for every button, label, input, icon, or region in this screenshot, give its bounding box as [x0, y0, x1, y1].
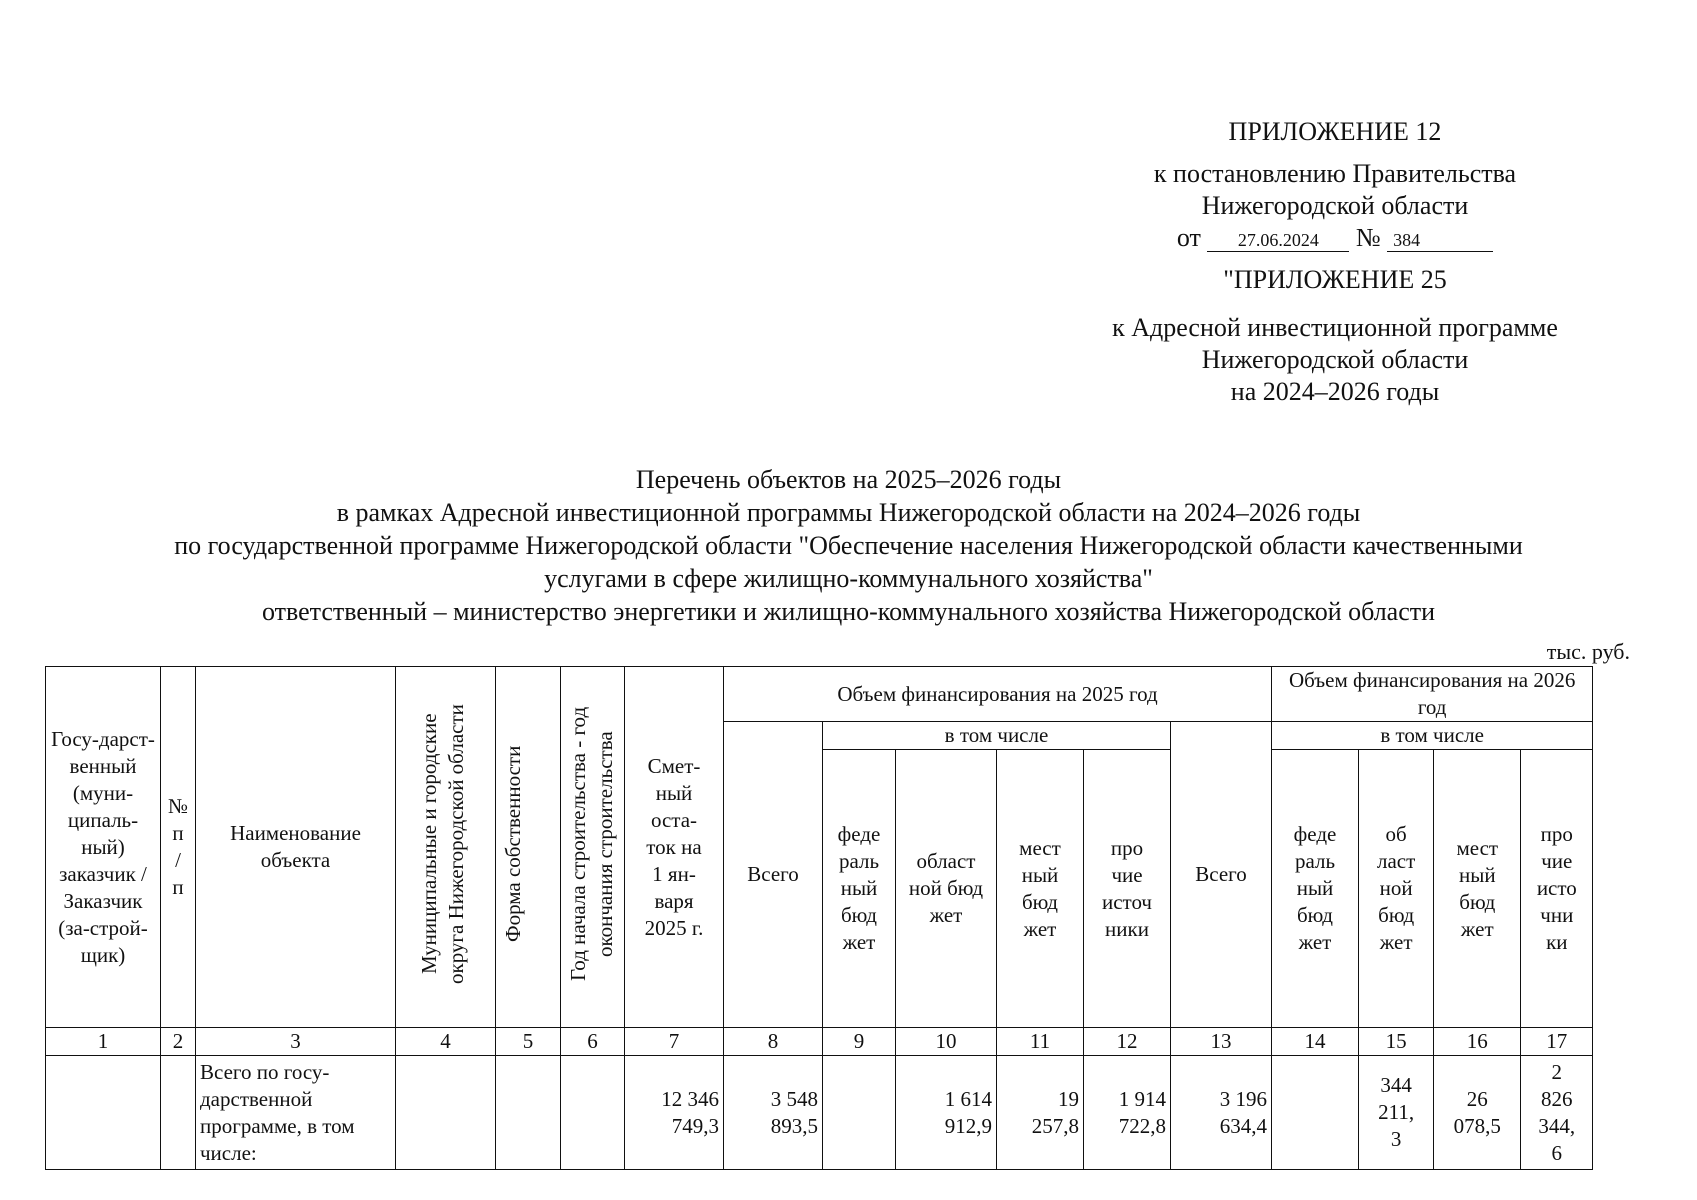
- cell-other-2025: 1 914 722,8: [1084, 1056, 1171, 1170]
- header-other-2026: про чие исто чни ки: [1521, 750, 1593, 1028]
- col-number: 1: [46, 1028, 161, 1056]
- cell-balance: 12 346 749,3: [625, 1056, 724, 1170]
- number-prefix: №: [1355, 223, 1381, 252]
- cell-local-2025: 19 257,8: [997, 1056, 1084, 1170]
- cell-name: Всего по госу-дарственной программе, в том числе:: [196, 1056, 396, 1170]
- header-municipality-text: Муниципальные и городские округа Нижегородской области: [416, 703, 468, 984]
- appendix-line-1: к постановлению Правительства: [1153, 159, 1517, 188]
- table-row: [46, 1056, 1593, 1170]
- header-regional-2026: об ласт ной бюд жет: [1359, 750, 1434, 1028]
- header-name: Наименование объекта: [196, 667, 396, 1028]
- header-ownership: [496, 667, 561, 1028]
- header-group-2025: Объем финансирования на 2025 год: [724, 667, 1272, 722]
- cell-federal-2025: [823, 1056, 896, 1170]
- header-years-text: Год начала строительства - год окончания строительства: [565, 706, 617, 981]
- col-number: 5: [496, 1028, 561, 1056]
- header-other-2025: про чие источ ники: [1084, 750, 1171, 1028]
- appendix-line-3: к Адресной инвестиционной программе: [1112, 313, 1558, 342]
- header-federal-2026: феде раль ный бюд жет: [1272, 750, 1359, 1028]
- header-group-2026: Объем финансирования на 2026 год: [1272, 667, 1593, 722]
- header-municipality: [396, 667, 496, 1028]
- col-number: 13: [1171, 1028, 1272, 1056]
- column-numbers-row: [46, 1028, 1593, 1056]
- appendix-header: [990, 116, 1680, 408]
- cell-customer: [46, 1056, 161, 1170]
- col-number: 2: [161, 1028, 196, 1056]
- col-number: 4: [396, 1028, 496, 1056]
- appendix-line-4: Нижегородской области: [1201, 345, 1469, 374]
- header-including-2026: в том числе: [1272, 722, 1593, 750]
- col-number: 16: [1434, 1028, 1521, 1056]
- header-total-2026: Всего: [1171, 722, 1272, 1028]
- date-prefix: от: [1176, 223, 1201, 252]
- units-label: тыс. руб.: [1546, 639, 1630, 664]
- header-ownership-text: Форма собственности: [501, 745, 525, 942]
- appendix-line-5: на 2024–2026 годы: [1230, 377, 1440, 406]
- title-line-4: услугами в сфере жилищно-коммунального хозяйства": [544, 564, 1153, 593]
- appendix-line-2: Нижегородской области: [1201, 191, 1469, 220]
- col-number: 9: [823, 1028, 896, 1056]
- header-total-2025: Всего: [724, 722, 823, 1028]
- header-local-2026: мест ный бюд жет: [1434, 750, 1521, 1028]
- header-regional-2025: област ной бюд жет: [896, 750, 997, 1028]
- header-row-1: [46, 667, 1593, 722]
- cell-federal-2026: [1272, 1056, 1359, 1170]
- title-line-1: Перечень объектов на 2025–2026 годы: [635, 465, 1062, 494]
- cell-regional-2025: 1 614 912,9: [896, 1056, 997, 1170]
- title-line-2: в рамках Адресной инвестиционной программы Нижегородской области на 2024–2026 годы: [336, 498, 1361, 527]
- cell-total-2025: 3 548 893,5: [724, 1056, 823, 1170]
- cell-regional-2026: 344 211, 3: [1359, 1056, 1434, 1170]
- title-line-5: ответственный – министерство энергетики и жилищно-коммунального хозяйства Нижегородской области: [261, 597, 1436, 626]
- col-number: 6: [561, 1028, 625, 1056]
- cell-municipality: [396, 1056, 496, 1170]
- title-line-3: по государственной программе Нижегородской области "Обеспечение населения Нижегородской области качественными: [174, 531, 1523, 560]
- col-number: 3: [196, 1028, 396, 1056]
- objects-table: [45, 666, 1593, 1170]
- date-field: 27.06.2024: [1207, 229, 1349, 252]
- header-local-2025: мест ный бюд жет: [997, 750, 1084, 1028]
- col-number: 7: [625, 1028, 724, 1056]
- col-number: 15: [1359, 1028, 1434, 1056]
- header-num: № п / п: [161, 667, 196, 1028]
- col-number: 17: [1521, 1028, 1593, 1056]
- col-number: 11: [997, 1028, 1084, 1056]
- header-years: [561, 667, 625, 1028]
- cell-other-2026: 2 826 344, 6: [1521, 1056, 1593, 1170]
- cell-years: [561, 1056, 625, 1170]
- cell-ownership: [496, 1056, 561, 1170]
- col-number: 14: [1272, 1028, 1359, 1056]
- header-federal-2025: феде раль ный бюд жет: [823, 750, 896, 1028]
- document-title: [0, 463, 1697, 628]
- appendix-date-line: [990, 222, 1680, 254]
- header-customer: Госу-дарст-венный (муни-ципаль-ный) заказчик / Заказчик (за-строй-щик): [46, 667, 161, 1028]
- cell-local-2026: 26 078,5: [1434, 1056, 1521, 1170]
- number-field: 384: [1387, 229, 1493, 252]
- header-including-2025: в том числе: [823, 722, 1171, 750]
- col-number: 12: [1084, 1028, 1171, 1056]
- col-number: 8: [724, 1028, 823, 1056]
- appendix-title-2: "ПРИЛОЖЕНИЕ 25: [1223, 265, 1447, 294]
- header-balance: Смет-ный оста-ток на 1 ян-варя 2025 г.: [625, 667, 724, 1028]
- col-number: 10: [896, 1028, 997, 1056]
- cell-num: [161, 1056, 196, 1170]
- appendix-title: ПРИЛОЖЕНИЕ 12: [1228, 117, 1442, 146]
- cell-total-2026: 3 196 634,4: [1171, 1056, 1272, 1170]
